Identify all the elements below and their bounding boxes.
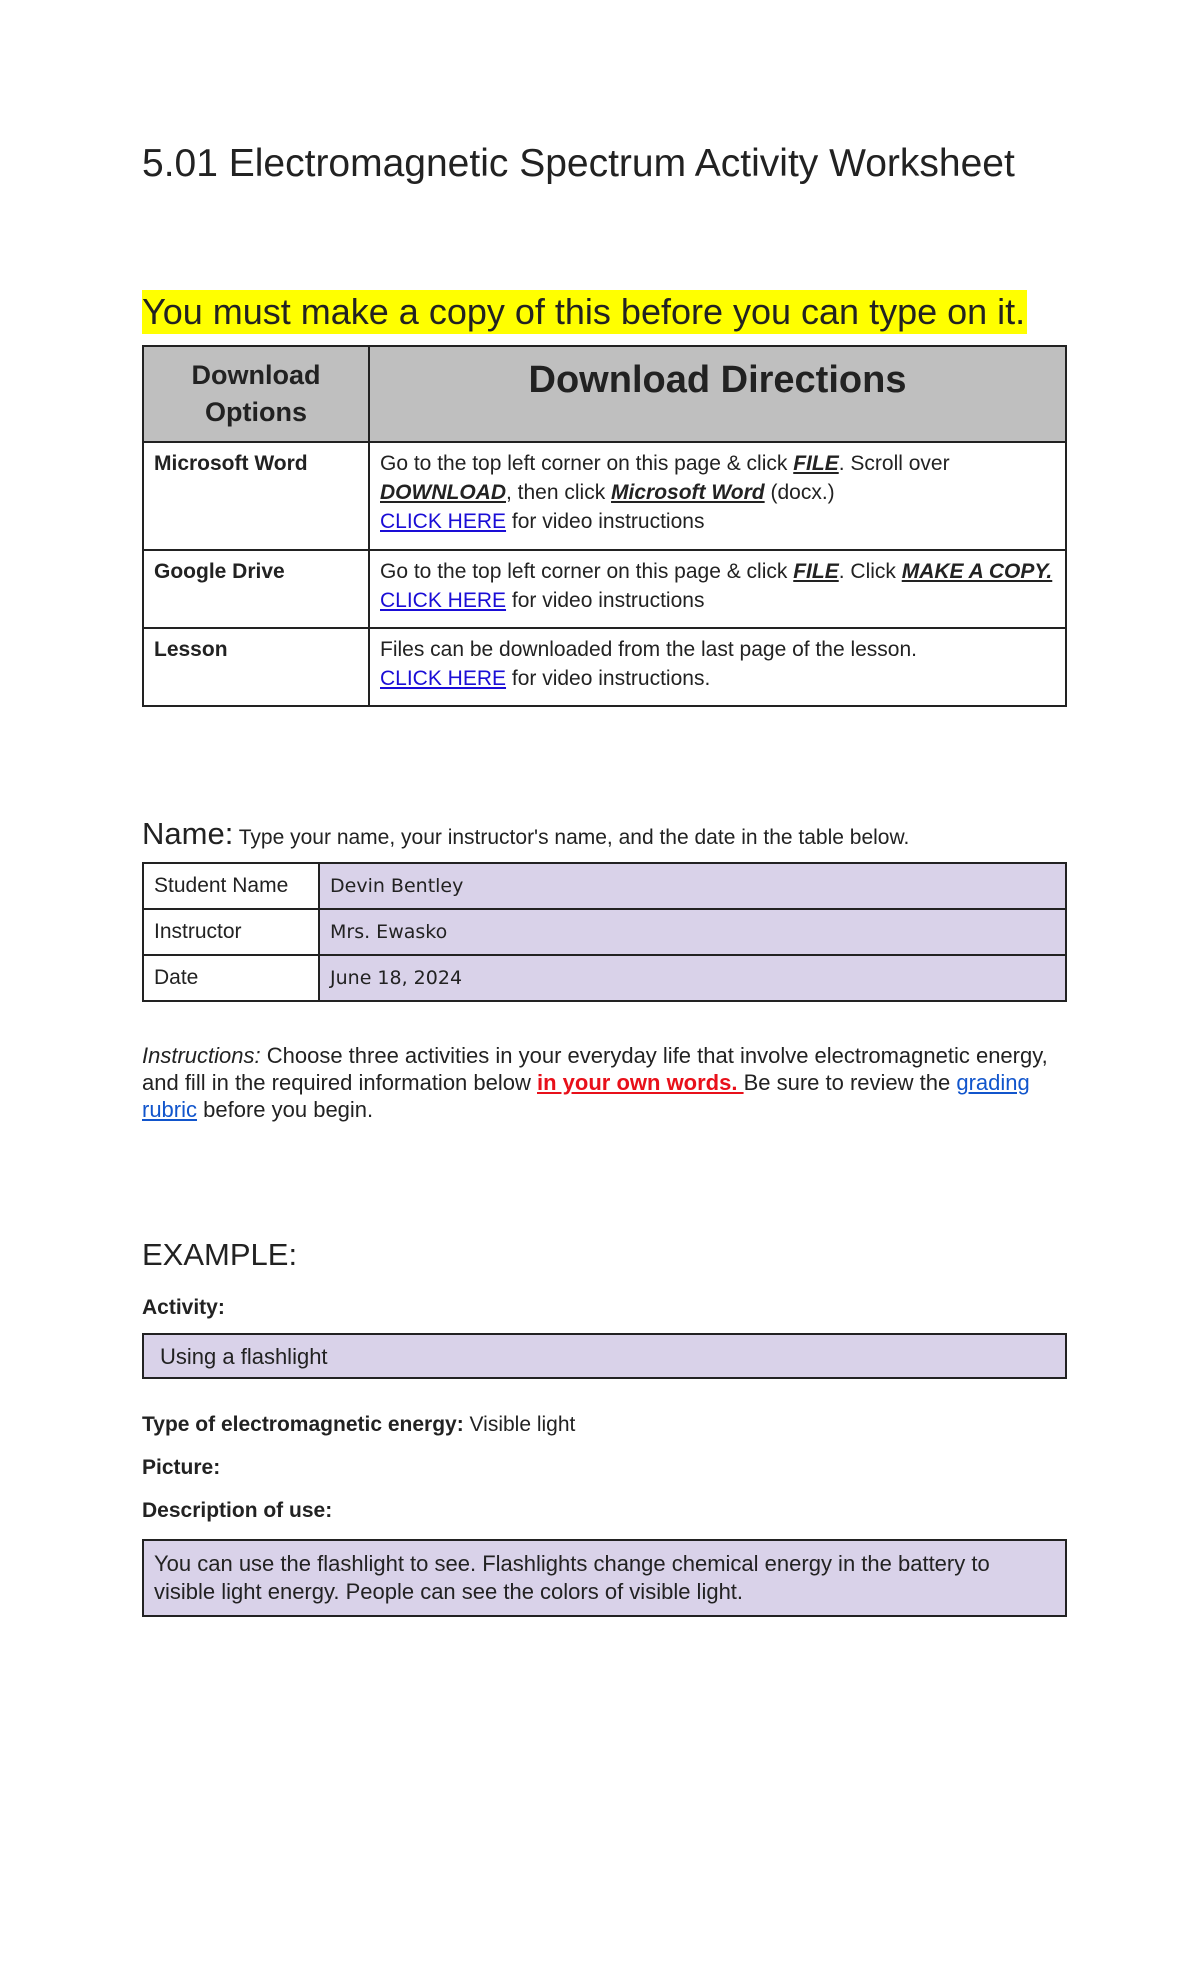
directions-microsoft-word: Go to the top left corner on this page & click FILE. Scroll over DOWNLOAD, then click Microsoft Word (docx.) CLICK HERE for video instructions [369,442,1066,550]
name-label: Name: [142,816,234,851]
student-name-label: Student Name [143,863,319,909]
option-microsoft-word: Microsoft Word [143,442,369,550]
example-heading: EXAMPLE: [142,1237,298,1272]
download-options-table [142,345,1067,707]
date-label: Date [143,955,319,1001]
header-download-options: Download Options [143,346,369,442]
header-download-directions: Download Directions [369,346,1066,442]
copy-warning: You must make a copy of this before you can type on it. [142,291,1026,332]
energy-type-value: Visible light [463,1413,576,1436]
microsoft-word-ref: Microsoft Word [611,481,765,504]
file-menu-ref: FILE [793,452,839,475]
make-a-copy-ref: MAKE A COPY. [901,560,1053,583]
grading-rubric-link[interactable]: grading rubric [142,1070,1030,1122]
instructions-paragraph: Instructions: Choose three activities in your everyday life that involve electromagnetic energy, and fill in the required information below in your own words. Be sure to review the grading rubric before you begin. [142,1043,1048,1122]
energy-type-label: Type of electromagnetic energy: [142,1413,464,1436]
table-row [143,442,1066,550]
name-section-heading [142,816,909,852]
name-prompt: Type your name, your instructor's name, and the date in the table below. [233,826,910,849]
table-row [143,863,1066,909]
activity-label: Activity: [142,1296,225,1319]
page-title: 5.01 Electromagnetic Spectrum Activity Worksheet [142,142,1015,185]
table-row [143,909,1066,955]
instructor-field[interactable]: Mrs. Ewasko [319,909,1066,955]
description-label: Description of use: [142,1499,333,1522]
directions-lesson: Files can be downloaded from the last page of the lesson. CLICK HERE for video instructions. [369,628,1066,706]
table-row [143,550,1066,628]
lesson-video-link[interactable]: CLICK HERE [380,667,507,690]
instructor-label: Instructor [143,909,319,955]
drive-video-link[interactable]: CLICK HERE [380,589,507,612]
student-name-field[interactable]: Devin Bentley [319,863,1066,909]
picture-label: Picture: [142,1456,221,1479]
activity-field[interactable]: Using a flashlight [142,1333,1067,1379]
instructions-label: Instructions: [142,1043,261,1068]
date-field[interactable]: June 18, 2024 [319,955,1066,1001]
table-row [143,628,1066,706]
table-row [143,955,1066,1001]
own-words-emphasis: in your own words. [537,1070,744,1095]
directions-google-drive: Go to the top left corner on this page & click FILE. Click MAKE A COPY. CLICK HERE for video instructions [369,550,1066,628]
description-field[interactable]: You can use the flashlight to see. Flashlights change chemical energy in the battery to visible light energy. People can see the colors of visible light. [142,1539,1067,1617]
file-menu-ref: FILE [793,560,839,583]
option-google-drive: Google Drive [143,550,369,628]
word-video-link[interactable]: CLICK HERE [380,510,507,533]
download-menu-ref: DOWNLOAD [380,481,506,504]
option-lesson: Lesson [143,628,369,706]
energy-type-line [142,1413,575,1437]
student-info-table [142,862,1067,1002]
